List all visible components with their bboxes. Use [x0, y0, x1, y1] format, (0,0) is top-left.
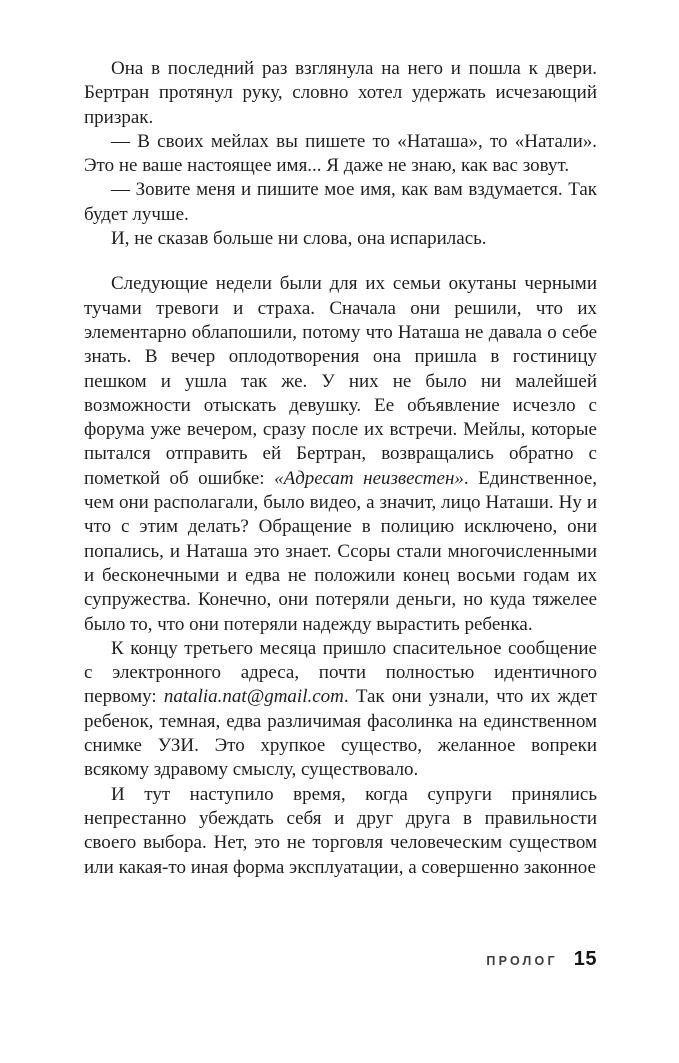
page-footer [486, 948, 597, 971]
text-run: . Единственное, чем они располагали, было видео, а значит, лицо Наташи. Ну и что с этим делать? Обращение в полицию исключено, они попались, и Наташа это знает. Ссоры стали многочисленными и бесконечными и едва не положили конец восьми годам их супружества. Конечно, они потеряли деньги, но куда тяжелее было то, что они потеряли надежду вырастить ребенка. [84, 467, 598, 635]
paragraph [84, 227, 597, 251]
running-head: ПРОЛОГ [486, 954, 558, 968]
body-text [84, 57, 597, 880]
text-run: . Так они узнали, что их ждет ребенок, темная, едва различимая фасолинка на единственном снимке УЗИ. Это хрупкое существо, желанное вопреки всякому здравому смыслу, существовало. [84, 686, 597, 781]
text-run: И тут наступило время, когда супруги принялись непрестанно убеждать себя и друг друга в правильности своего выбора. Нет, это не торговля человеческим существом или какая-то иная форма эксплуатации, а совершенно законное [84, 783, 597, 878]
text-run: И, не сказав больше ни слова, она испарилась. [111, 228, 487, 250]
paragraph [84, 130, 597, 179]
paragraph [84, 272, 597, 636]
text-run: Она в последний раз взглянула на него и пошла к двери. Бертран протянул руку, словно хотел удержать исчезающий призрак. [84, 58, 597, 128]
text-run: Следующие недели были для их семьи окутаны черными тучами тревоги и страха. Сначала они решили, что их элементарно облапошили, потому что Наташа не давала о себе знать. В вечер оплодотворения она пришла в гостиницу пешком и ушла так же. У них не было ни малейшей возможности отыскать девушку. Ее объявление исчезло с форума уже вечером, сразу после их встречи. Мейлы, которые пытался отправить ей Бертран, возвращались обратно с пометкой об ошибке: [84, 273, 597, 489]
paragraph [84, 637, 597, 783]
italic-text-run: natalia.nat@gmail.com [163, 686, 344, 708]
text-run: — Зовите меня и пишите мое имя, как вам вздумается. Так будет лучше. [84, 179, 597, 225]
page-number: 15 [573, 948, 597, 970]
paragraph [84, 783, 597, 880]
paragraph [84, 57, 597, 130]
text-run: — В своих мейлах вы пишете то «Наташа», то «Натали». Это не ваше настоящее имя... Я даже не знаю, как вас зовут. [84, 130, 597, 177]
text-run: К концу третьего месяца пришло спасительное сообщение с электронного адреса, почти полностью идентичного первому: [84, 637, 597, 708]
italic-text-run: «Адресат неизвестен» [274, 467, 464, 489]
paragraph [84, 178, 597, 227]
